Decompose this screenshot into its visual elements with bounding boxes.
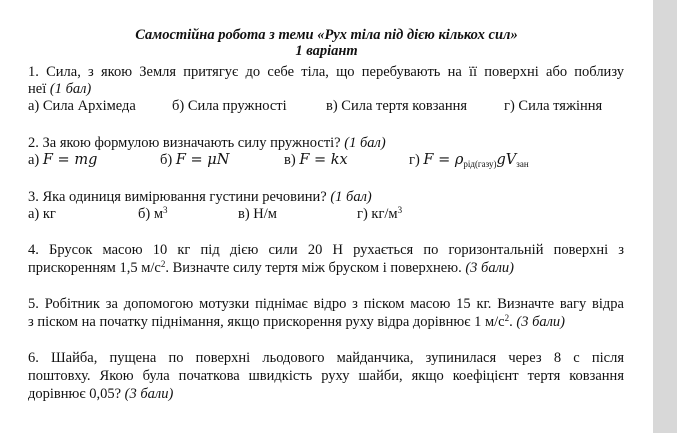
q6-line2: поштовху. Якою була початкова швидкість руху шайби, якщо коефіцієнт тертя ковзання <box>28 368 624 384</box>
q2-option-b <box>160 151 229 169</box>
q2-option-d-sub1: рід(газу) <box>463 159 497 169</box>
q2-option-d-mid: gV <box>496 152 517 168</box>
q4-line2-text: прискоренням 1,5 м/с <box>28 260 161 276</box>
q2-points: (1 бал) <box>344 135 386 151</box>
q3-option-a: а) кг <box>28 206 56 222</box>
variant-label: 1 варіант <box>295 43 358 59</box>
q2-option-c-label: в) <box>284 152 296 168</box>
q5-line1: 5. Робітник за допомогою мотузки піднімає відро з піском масою 15 кг. Визначте вагу відра <box>28 296 624 312</box>
q1-option-c: в) Сила тертя ковзання <box>326 98 468 114</box>
q2-options <box>0 151 653 171</box>
q1-option-b: б) Сила пружності <box>172 98 287 114</box>
worksheet-title: Самостійна робота з теми «Рух тіла під дією кількох сил» <box>135 27 518 43</box>
q5-line2-sup: 2 <box>504 313 510 323</box>
q6-line3 <box>28 385 173 403</box>
q1-option-d: г) Сила тяжіння <box>504 98 603 114</box>
q4-line2 <box>28 259 514 277</box>
q2-option-b-label: б) <box>160 152 173 168</box>
right-gray-margin <box>653 0 677 433</box>
q3-option-b-text: б) м <box>138 206 164 222</box>
q2-option-b-formula: F = μN <box>175 152 230 168</box>
q2-option-d-label: г) <box>409 152 420 168</box>
q3-options <box>0 205 653 223</box>
q2-option-a-label: а) <box>28 152 40 168</box>
q4-points: (3 бали) <box>465 260 514 276</box>
q5-line2 <box>28 313 565 331</box>
q1-options <box>0 97 653 115</box>
q5-line2-rest: . <box>509 314 513 330</box>
q3-option-b <box>138 205 168 223</box>
q1-option-a: а) Сила Архімеда <box>28 98 136 114</box>
q2-option-d-formula: F = ρ <box>423 152 464 168</box>
q4-line1: 4. Брусок масою 10 кг під дією сили 20 Н рухається по горизонтальній поверхні з <box>28 242 624 258</box>
q3-option-c: в) Н/м <box>238 206 277 222</box>
q2-option-d-sub2: зан <box>516 159 529 169</box>
q2-option-a <box>28 151 97 169</box>
q1-text-line2 <box>28 80 91 98</box>
q2-option-a-formula: F = mg <box>42 152 98 168</box>
q3-question: 3. Яка одиниця вимірювання густини речовини? <box>28 189 327 205</box>
q2-option-c-formula: F = kx <box>299 152 348 168</box>
q2-option-d <box>409 151 529 169</box>
q3-text <box>28 188 372 206</box>
q6-line3-text: дорівнює 0,05? <box>28 386 122 402</box>
q1-points: (1 бал) <box>49 81 92 97</box>
q3-points: (1 бал) <box>330 189 372 205</box>
q5-points: (3 бали) <box>516 314 566 330</box>
q3-option-d-text: г) кг/м <box>357 206 398 222</box>
q6-line1: 6. Шайба, пущена по поверхні льодового майданчика, зупинилася через 8 с після <box>28 350 624 366</box>
q2-text <box>28 134 386 152</box>
q6-points: (3 бали) <box>124 386 174 402</box>
q1-text-end: неї <box>28 81 47 97</box>
q5-line2-text: з піском на початку піднімання, якщо прискорення руху відра дорівнює 1 м/с <box>28 314 505 330</box>
q4-line2-sup: 2 <box>160 259 166 269</box>
q3-option-d <box>357 205 402 223</box>
q3-option-b-sup: 3 <box>163 205 168 215</box>
q2-option-c <box>284 151 348 169</box>
q3-option-d-sup: 3 <box>397 205 403 215</box>
q1-text-line1: 1. Сила, з якою Земля притягує до себе тіла, що перебувають на її поверхні або поблизу <box>28 64 624 80</box>
q2-question: 2. За якою формулою визначають силу пружності? <box>28 135 341 151</box>
q4-line2-rest: . Визначте силу тертя між бруском і поверхнею. <box>165 260 462 276</box>
